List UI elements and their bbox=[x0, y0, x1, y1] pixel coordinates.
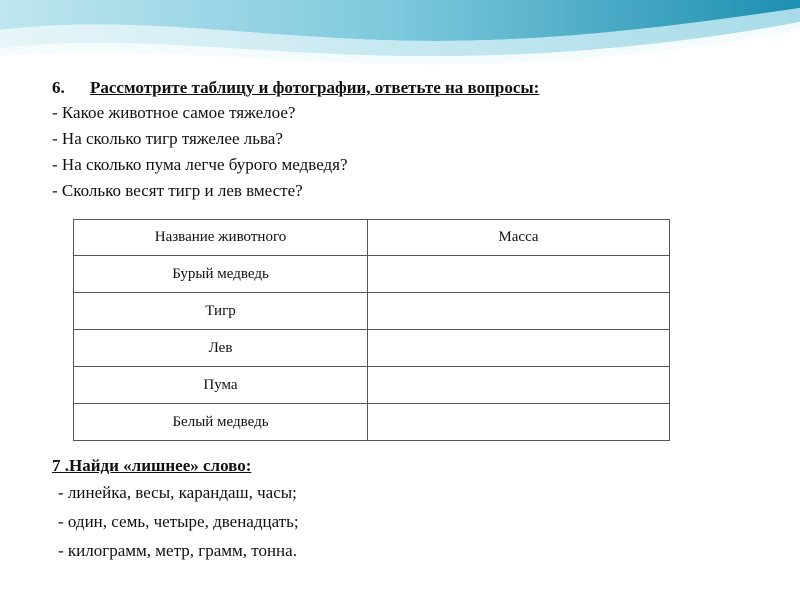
task7-title: 7 .Найди «лишнее» слово: bbox=[52, 456, 252, 475]
task6-title bbox=[52, 76, 752, 100]
task6-title-text: Рассмотрите таблицу и фотографии, ответьте на вопросы: bbox=[90, 78, 540, 97]
table-row bbox=[74, 404, 670, 441]
animal-name-cell: Белый медведь bbox=[74, 404, 368, 441]
question-3: - На сколько пума легче бурого медведя? bbox=[52, 155, 348, 174]
question-2: - На сколько тигр тяжелее льва? bbox=[52, 129, 283, 148]
table-row bbox=[74, 256, 670, 293]
mass-cell bbox=[368, 367, 670, 404]
mass-cell bbox=[368, 256, 670, 293]
animal-name-cell: Пума bbox=[74, 367, 368, 404]
decorative-wave-header bbox=[0, 0, 800, 70]
task6-number: 6. bbox=[52, 78, 65, 97]
table-row bbox=[74, 330, 670, 367]
mass-cell bbox=[368, 404, 670, 441]
header-mass: Масса bbox=[368, 220, 670, 256]
mass-cell bbox=[368, 293, 670, 330]
animal-name-cell: Лев bbox=[74, 330, 368, 367]
mass-cell bbox=[368, 330, 670, 367]
question-4: - Сколько весят тигр и лев вместе? bbox=[52, 181, 303, 200]
task7-item-2: - один, семь, четыре, двенадцать; bbox=[58, 512, 299, 531]
animal-mass-table bbox=[73, 219, 670, 441]
task6-section bbox=[52, 76, 752, 204]
task7-item-3: - килограмм, метр, грамм, тонна. bbox=[58, 541, 297, 560]
table-header-row bbox=[74, 220, 670, 256]
task7-section bbox=[52, 454, 752, 565]
table-row bbox=[74, 293, 670, 330]
table-row bbox=[74, 367, 670, 404]
header-animal-name: Название животного bbox=[74, 220, 368, 256]
question-1: - Какое животное самое тяжелое? bbox=[52, 103, 296, 122]
task7-item-1: - линейка, весы, карандаш, часы; bbox=[58, 483, 297, 502]
animal-name-cell: Тигр bbox=[74, 293, 368, 330]
animal-name-cell: Бурый медведь bbox=[74, 256, 368, 293]
